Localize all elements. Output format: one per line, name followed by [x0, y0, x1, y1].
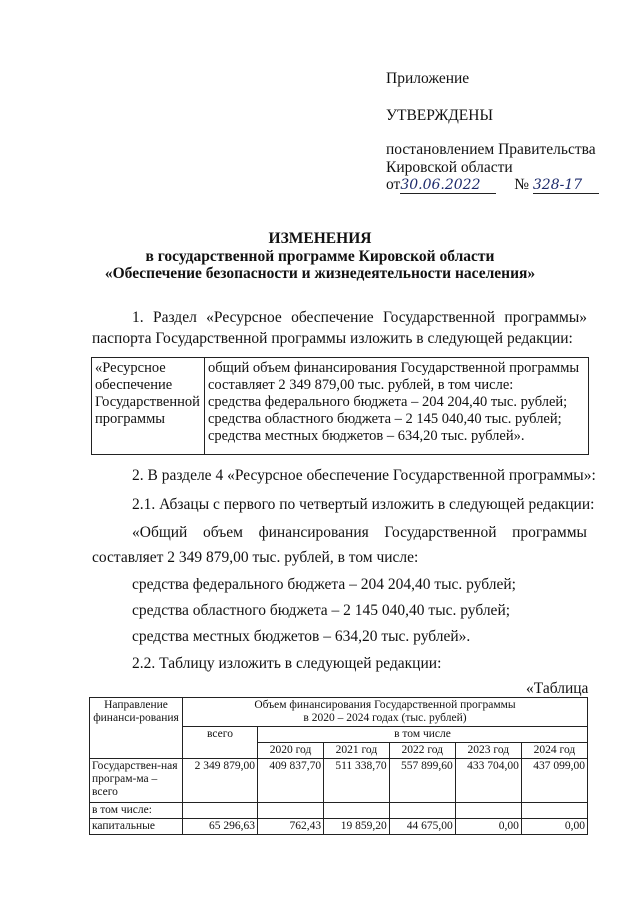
- doc-subtitle-1: в государственной программе Кировской области: [145, 248, 495, 265]
- quote-line-5: средства местных бюджетов – 634,20 тыс. рублей».: [132, 628, 471, 645]
- quote-line-4: средства областного бюджета – 2 145 040,40 тыс. рублей;: [132, 602, 511, 619]
- table-row: в том числе:: [90, 803, 588, 819]
- head-year: 2022 год: [389, 743, 455, 759]
- appendix-label: Приложение: [386, 70, 470, 87]
- financing-table: [89, 697, 588, 835]
- para-1-line-2: паспорта Государственной программы изложить в следующей редакции:: [92, 330, 573, 347]
- passport-right-cell: общий объем финансирования Государственной программы составляет 2 349 879,00 тыс. рублей, в том числе: средства федерального бюджета – 204 204,40 тыс. рублей; средства областного бюджета – 2 145 040,40 тыс. рублей; средства местных бюджетов – 634,20 тыс. рублей».: [205, 358, 589, 455]
- date-prefix: от: [386, 176, 401, 193]
- head-year: 2024 год: [521, 743, 587, 759]
- head-year: 2023 год: [455, 743, 521, 759]
- quote-line-2: составляет 2 349 879,00 тыс. рублей, в том числе:: [92, 549, 419, 566]
- decree-date-number: [386, 176, 599, 194]
- table-row: Государствен-ная програм-ма – всего 2 349 879,00 409 837,70 511 338,70 557 899,60 433 704,00 437 099,00: [90, 759, 588, 803]
- para-2: 2. В разделе 4 «Ресурсное обеспечение Государственной программы»:: [132, 467, 596, 484]
- approved-label: УТВЕРЖДЕНЫ: [386, 107, 493, 124]
- date-handwritten: 30.06.2022: [400, 177, 496, 194]
- number-handwritten: 328-17: [533, 177, 599, 194]
- quote-line-1: «Общий объем финансирования Государственной программы: [132, 524, 587, 541]
- head-volume: Объем финансирования Государственной программы в 2020 – 2024 годах (тыс. рублей): [183, 698, 588, 727]
- head-including: в том числе: [258, 727, 588, 743]
- head-total: всего: [183, 727, 258, 759]
- head-direction: Направление финанси-рования: [90, 698, 183, 759]
- table-row: капитальные 65 296,63 762,43 19 859,20 44 675,00 0,00 0,00: [90, 819, 588, 835]
- para-1-line-1: 1. Раздел «Ресурсное обеспечение Государственной программы»: [132, 309, 587, 326]
- para-2-2: 2.2. Таблицу изложить в следующей редакции:: [132, 655, 442, 672]
- quote-line-3: средства федерального бюджета – 204 204,40 тыс. рублей;: [132, 576, 516, 593]
- head-year: 2021 год: [324, 743, 390, 759]
- doc-title: ИЗМЕНЕНИЯ: [268, 230, 372, 247]
- passport-left-cell: «Ресурсное обеспечение Государственной программы: [92, 358, 205, 455]
- passport-table: [91, 357, 589, 455]
- head-year: 2020 год: [258, 743, 324, 759]
- para-2-1: 2.1. Абзацы с первого по четвертый изложить в следующей редакции:: [132, 496, 595, 513]
- number-prefix: №: [514, 176, 529, 193]
- decree-line-2: Кировской области: [386, 159, 513, 176]
- decree-line-1: постановлением Правительства: [386, 141, 596, 158]
- doc-subtitle-2: «Обеспечение безопасности и жизнедеятельности населения»: [104, 265, 536, 282]
- table-label: «Таблица: [526, 680, 589, 697]
